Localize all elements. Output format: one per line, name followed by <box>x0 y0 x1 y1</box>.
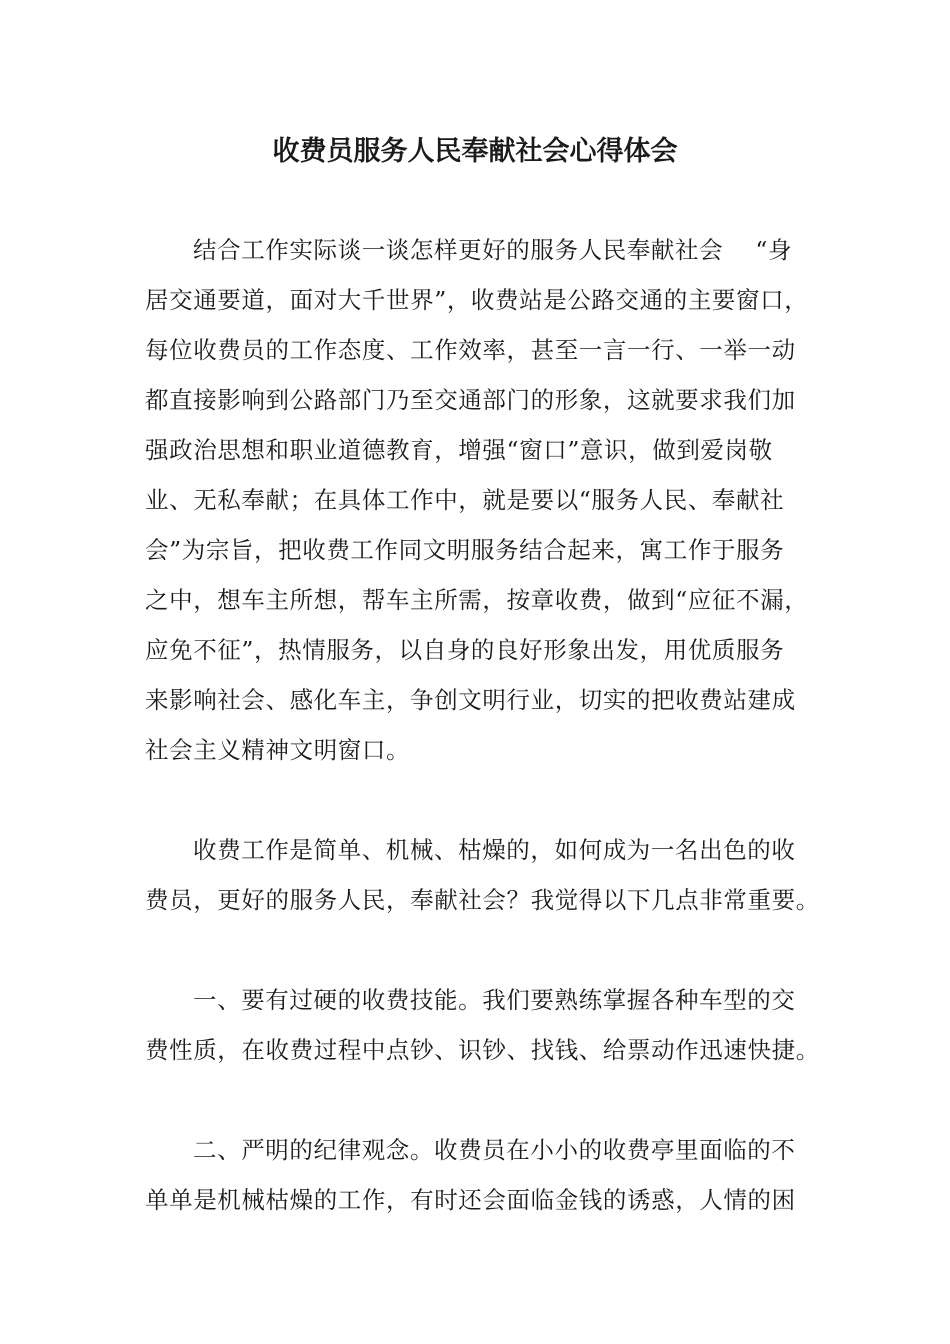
paragraph-1-line: 都直接影响到公路部门乃至交通部门的形象，这就要求我们加 <box>145 386 796 414</box>
paragraph-4-line: 单单是机械枯燥的工作，有时还会面临金钱的诱惑，人情的困 <box>145 1186 796 1214</box>
paragraph-1-line: 每位收费员的工作态度、工作效率，甚至一言一行、一举一动 <box>145 336 796 364</box>
paragraph-2-line: 收费工作是简单、机械、枯燥的，如何成为一名出色的收 <box>193 836 796 864</box>
paragraph-1-line: 强政治思想和职业道德教育，增强“窗口”意识，做到爱岗敬 <box>145 436 773 464</box>
paragraph-3-line: 费性质，在收费过程中点钞、识钞、找钱、给票动作迅速快捷。 <box>145 1036 820 1064</box>
paragraph-1-line: 来影响社会、感化车主，争创文明行业，切实的把收费站建成 <box>145 686 796 714</box>
paragraph-1-line: 居交通要道，面对大千世界”，收费站是公路交通的主要窗口， <box>145 286 809 314</box>
paragraph-4-line: 二、严明的纪律观念。收费员在小小的收费亭里面临的不 <box>193 1136 796 1164</box>
paragraph-1-line: 应免不征”，热情服务，以自身的良好形象出发，用优质服务 <box>145 636 785 664</box>
paragraph-1-line: 社会主义精神文明窗口。 <box>145 736 411 764</box>
paragraph-1-line: 业、无私奉献；在具体工作中，就是要以“服务人民、奉献社 <box>145 486 785 514</box>
paragraph-1-line: 会”为宗旨，把收费工作同文明服务结合起来，寓工作于服务 <box>145 536 785 564</box>
document-title: 收费员服务人民奉献社会心得体会 <box>272 136 678 167</box>
paragraph-2-line: 费员，更好的服务人民，奉献社会？我觉得以下几点非常重要。 <box>145 886 820 914</box>
paragraph-1-line: 之中，想车主所想，帮车主所需，按章收费，做到“应征不漏， <box>145 586 809 614</box>
paragraph-3-line: 一、要有过硬的收费技能。我们要熟练掌握各种车型的交 <box>193 986 796 1014</box>
paragraph-1-line: 结合工作实际谈一谈怎样更好的服务人民奉献社会 “身 <box>193 236 793 264</box>
